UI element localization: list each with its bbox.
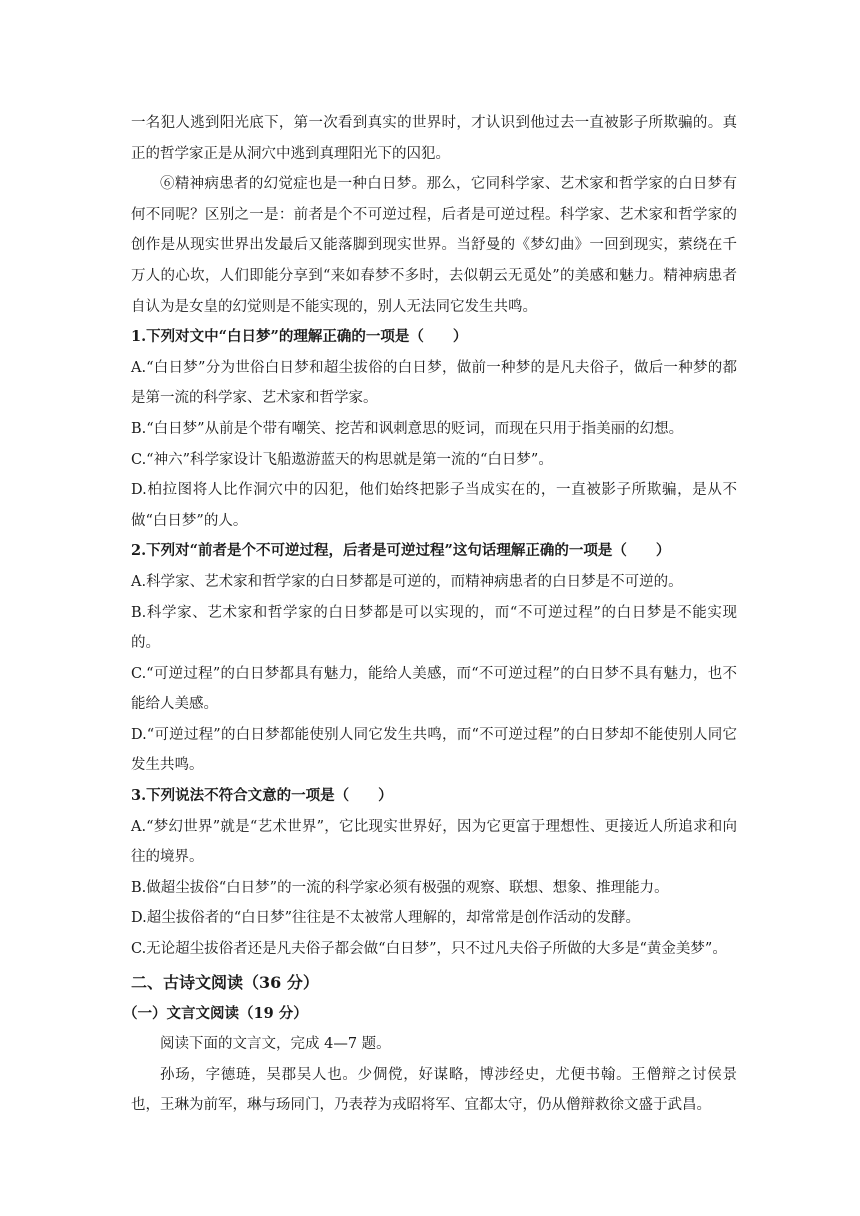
classical-text: 孙玚，字德琏，吴郡吴人也。少倜傥，好谋略，博涉经史，尤便书翰。王僧辩之讨侯景也，王琳为前军，琳与玚同门，乃表荐为戎昭将军、宜都太守，仍从僧辩救徐文盛于武昌。	[131, 1066, 737, 1114]
question-option: A.科学家、艺术家和哲学家的白日梦都是可逆的，而精神病患者的白日梦是不可逆的。	[131, 573, 683, 590]
question-option: B.做超尘拔俗“白日梦”的一流的科学家必须有极强的观察、联想、想象、推理能力。	[131, 879, 669, 896]
passage-paragraph: 一名犯人逃到阳光底下，第一次看到真实的世界时，才认识到他过去一直被影子所欺骗的。真正的哲学家正是从洞穴中逃到真理阳光下的囚犯。	[131, 115, 737, 162]
reading-instruction: 阅读下面的文言文，完成 4—7 题。	[160, 1036, 391, 1053]
question-option: C.“可逆过程”的白日梦都具有魅力，能给人美感，而“不可逆过程”的白日梦不具有魅力，也不能给人美感。	[131, 665, 737, 713]
question-option: A.“白日梦”分为世俗白日梦和超尘拔俗的白日梦，做前一种梦的是凡夫俗子，做后一种梦的都是第一流的科学家、艺术家和哲学家。	[131, 359, 737, 407]
subsection-title: （一）文言文阅读（19 分）	[123, 1004, 308, 1022]
question-option: D.超尘拔俗者的“白日梦”往往是不太被常人理解的，却常常是创作活动的发酵。	[131, 910, 641, 927]
question-option: C.无论超尘拔俗者还是凡夫俗子都会做“白日梦”，只不过凡夫俗子所做的大多是“黄金美梦”。	[131, 941, 727, 958]
question-stem: 1.下列对文中“白日梦”的理解正确的一项是（ ）	[131, 328, 468, 346]
question-option: B.“白日梦”从前是个带有嘲笑、挖苦和讽刺意思的贬词，而现在只用于指美丽的幻想。	[131, 420, 684, 437]
document-body	[123, 108, 737, 1121]
question-stem: 2.下列对“前者是个不可逆过程，后者是可逆过程”这句话理解正确的一项是（ ）	[131, 542, 671, 560]
question-option: A.“梦幻世界”就是“艺术世界”，它比现实世界好，因为它更富于理想性、更接近人所追求和向往的境界。	[131, 818, 737, 866]
section-title: 二、古诗文阅读（36 分）	[131, 972, 319, 992]
question-option: B.科学家、艺术家和哲学家的白日梦都是可以实现的，而“不可逆过程”的白日梦是不能实现的。	[131, 604, 737, 652]
question-stem: 3.下列说法不符合文意的一项是（ ）	[131, 787, 393, 805]
passage-paragraph: ⑥精神病患者的幻觉症也是一种白日梦。那么，它同科学家、艺术家和哲学家的白日梦有何不同呢？区别之一是：前者是个不可逆过程，后者是可逆过程。科学家、艺术家和哲学家的创作是从现实世界出发最后又能落脚到现实世界。当舒曼的《梦幻曲》一回到现实，萦绕在千万人的心坎，人们即能分享到“来如春梦不多时，去似朝云无觅处”的美感和魅力。精神病患者自认为是女皇的幻觉则是不能实现的，别人无法同它发生共鸣。	[131, 176, 737, 315]
question-option: D.“可逆过程”的白日梦都能使别人同它发生共鸣，而“不可逆过程”的白日梦却不能使别人同它发生共鸣。	[131, 726, 737, 774]
question-option: D.柏拉图将人比作洞穴中的囚犯，他们始终把影子当成实在的，一直被影子所欺骗，是从不做“白日梦”的人。	[131, 482, 737, 529]
question-option: C.“神六”科学家设计飞船遨游蓝天的构思就是第一流的“白日梦”。	[131, 451, 553, 468]
